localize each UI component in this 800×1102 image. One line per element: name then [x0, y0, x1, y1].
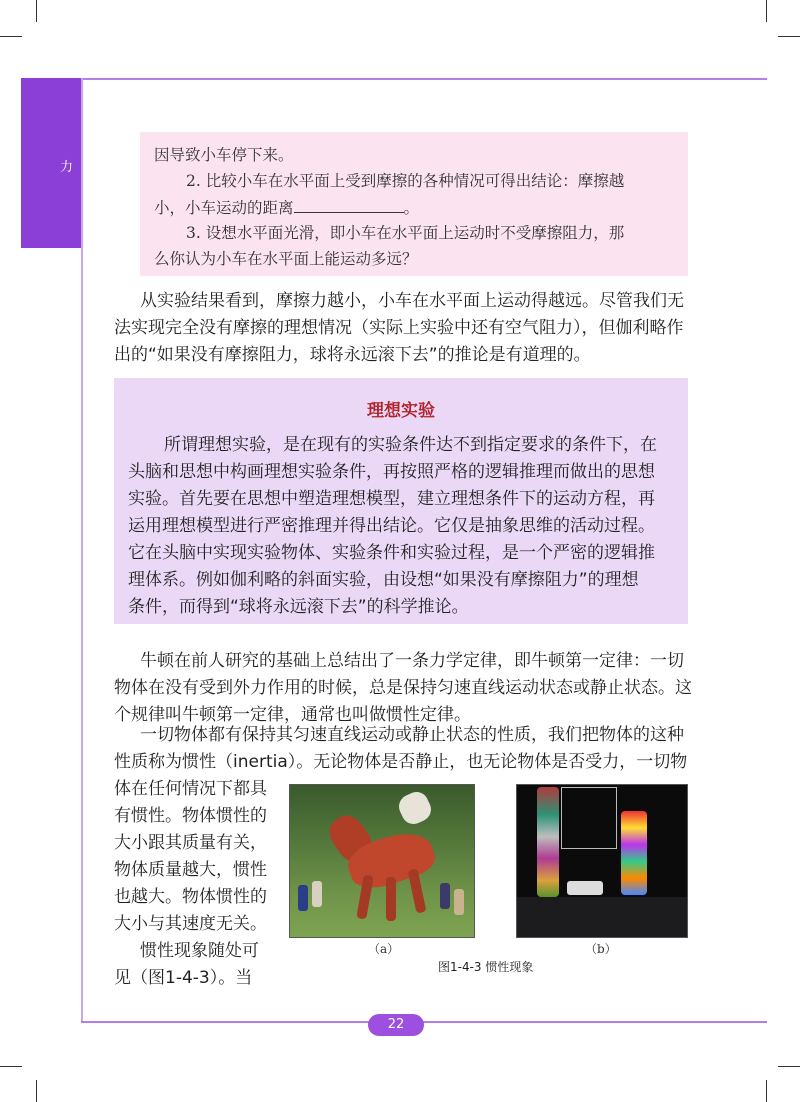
- horse-leg: [386, 877, 396, 921]
- box-line: 所谓理想实验，是在现有的实验条件达不到指定要求的条件下，在: [164, 435, 657, 455]
- spectator: [298, 885, 308, 911]
- activity-text: 。: [403, 199, 420, 217]
- paragraph-line: 个规律叫牛顿第一定律，通常也叫做惯性定律。: [114, 705, 471, 725]
- striking-block: [567, 881, 603, 895]
- block-stack: [621, 811, 647, 895]
- ghost-stack: [537, 787, 559, 897]
- figure-caption: 图1-4-3 惯性现象: [438, 960, 534, 974]
- box-line: 头脑和思想中构画理想实验条件，再按照严格的逻辑推理而做出的思想: [128, 462, 655, 482]
- paragraph-line: 法实现完全没有摩擦的理想情况（实际上实验中还有空气阻力），但伽利略作: [114, 318, 684, 338]
- page-number: 22: [368, 1014, 424, 1036]
- ideal-experiment-box: [114, 378, 688, 624]
- activity-line: 3. 设想水平面光滑，即小车在水平面上运动时不受摩擦阻力，那: [186, 224, 625, 242]
- chapter-side-label: 力: [60, 160, 74, 175]
- paragraph-line: 物体质量越大，惯性: [114, 860, 267, 880]
- crop-mark: [0, 36, 22, 37]
- paragraph-line: 一切物体都有保持其匀速直线运动或静止状态的性质，我们把物体的这种: [140, 725, 684, 745]
- box-title: 理想实验: [367, 401, 435, 421]
- figure-b-label: （b）: [585, 942, 617, 956]
- crop-mark: [766, 0, 767, 22]
- activity-line: 因导致小车停下来。: [154, 146, 294, 164]
- box-line: 运用理想模型进行严密推理并得出结论。它仅是抽象思维的活动过程。: [128, 516, 655, 536]
- box-line: 理体系。例如伽利略的斜面实验，由设想“如果没有摩擦阻力”的理想: [128, 570, 639, 590]
- paragraph-line: 大小跟其质量有关，: [114, 833, 267, 853]
- box-line: 实验。首先要在思想中塑造理想模型，建立理想条件下的运动方程，再: [128, 489, 655, 509]
- crop-mark: [778, 36, 800, 37]
- paragraph-line: 物体在没有受到外力作用的时候，总是保持匀速直线运动状态或静止状态。这: [114, 678, 692, 698]
- frame-outline: [561, 787, 617, 849]
- box-line: 条件，而得到“球将永远滚下去”的科学推论。: [128, 597, 469, 617]
- bottom-rule: [81, 1021, 767, 1023]
- paragraph-line: 见（图1-4-3）。当: [114, 968, 253, 988]
- fill-in-blank: [294, 194, 404, 213]
- rider: [395, 788, 435, 828]
- paragraph-line: 从实验结果看到，摩擦力越小，小车在水平面上运动得越远。尽管我们无: [140, 291, 684, 311]
- activity-line: 么你认为小车在水平面上能运动多远？: [154, 250, 418, 268]
- activity-box: [140, 132, 688, 276]
- activity-line: [154, 194, 419, 221]
- crop-mark: [766, 1080, 767, 1102]
- crop-mark: [778, 1066, 800, 1067]
- crop-mark: [36, 0, 37, 22]
- figure-a-photo: [289, 784, 475, 938]
- activity-text: 小，小车运动的距离: [154, 199, 294, 217]
- figure-a-label: （a）: [368, 942, 400, 956]
- paragraph-line: 惯性现象随处可: [140, 941, 259, 961]
- spectator: [312, 881, 322, 907]
- top-rule: [81, 78, 767, 80]
- crop-mark: [36, 1080, 37, 1102]
- paragraph-line: 有惯性。物体惯性的: [114, 806, 267, 826]
- crop-mark: [0, 1066, 22, 1067]
- activity-line: 2. 比较小车在水平面上受到摩擦的各种情况可得出结论：摩擦越: [186, 172, 625, 190]
- spectator: [454, 889, 464, 915]
- horse-leg: [408, 868, 427, 913]
- box-line: 它在头脑中实现实验物体、实验条件和实验过程，是一个严密的逻辑推: [128, 543, 655, 563]
- left-rule: [81, 78, 83, 1022]
- spectator: [440, 883, 450, 909]
- paragraph-line: 大小与其速度无关。: [114, 914, 267, 934]
- paragraph-line: 也越大。物体惯性的: [114, 887, 267, 907]
- paragraph-line: 出的“如果没有摩擦阻力，球将永远滚下去”的推论是有道理的。: [114, 345, 591, 365]
- paragraph-line: 性质称为惯性（inertia）。无论物体是否静止，也无论物体是否受力，一切物: [114, 752, 688, 772]
- paragraph-line: 体在任何情况下都具: [114, 779, 267, 799]
- table-surface: [517, 897, 687, 937]
- figure-b-photo: [516, 784, 688, 938]
- paragraph-line: 牛顿在前人研究的基础上总结出了一条力学定律，即牛顿第一定律：一切: [140, 651, 684, 671]
